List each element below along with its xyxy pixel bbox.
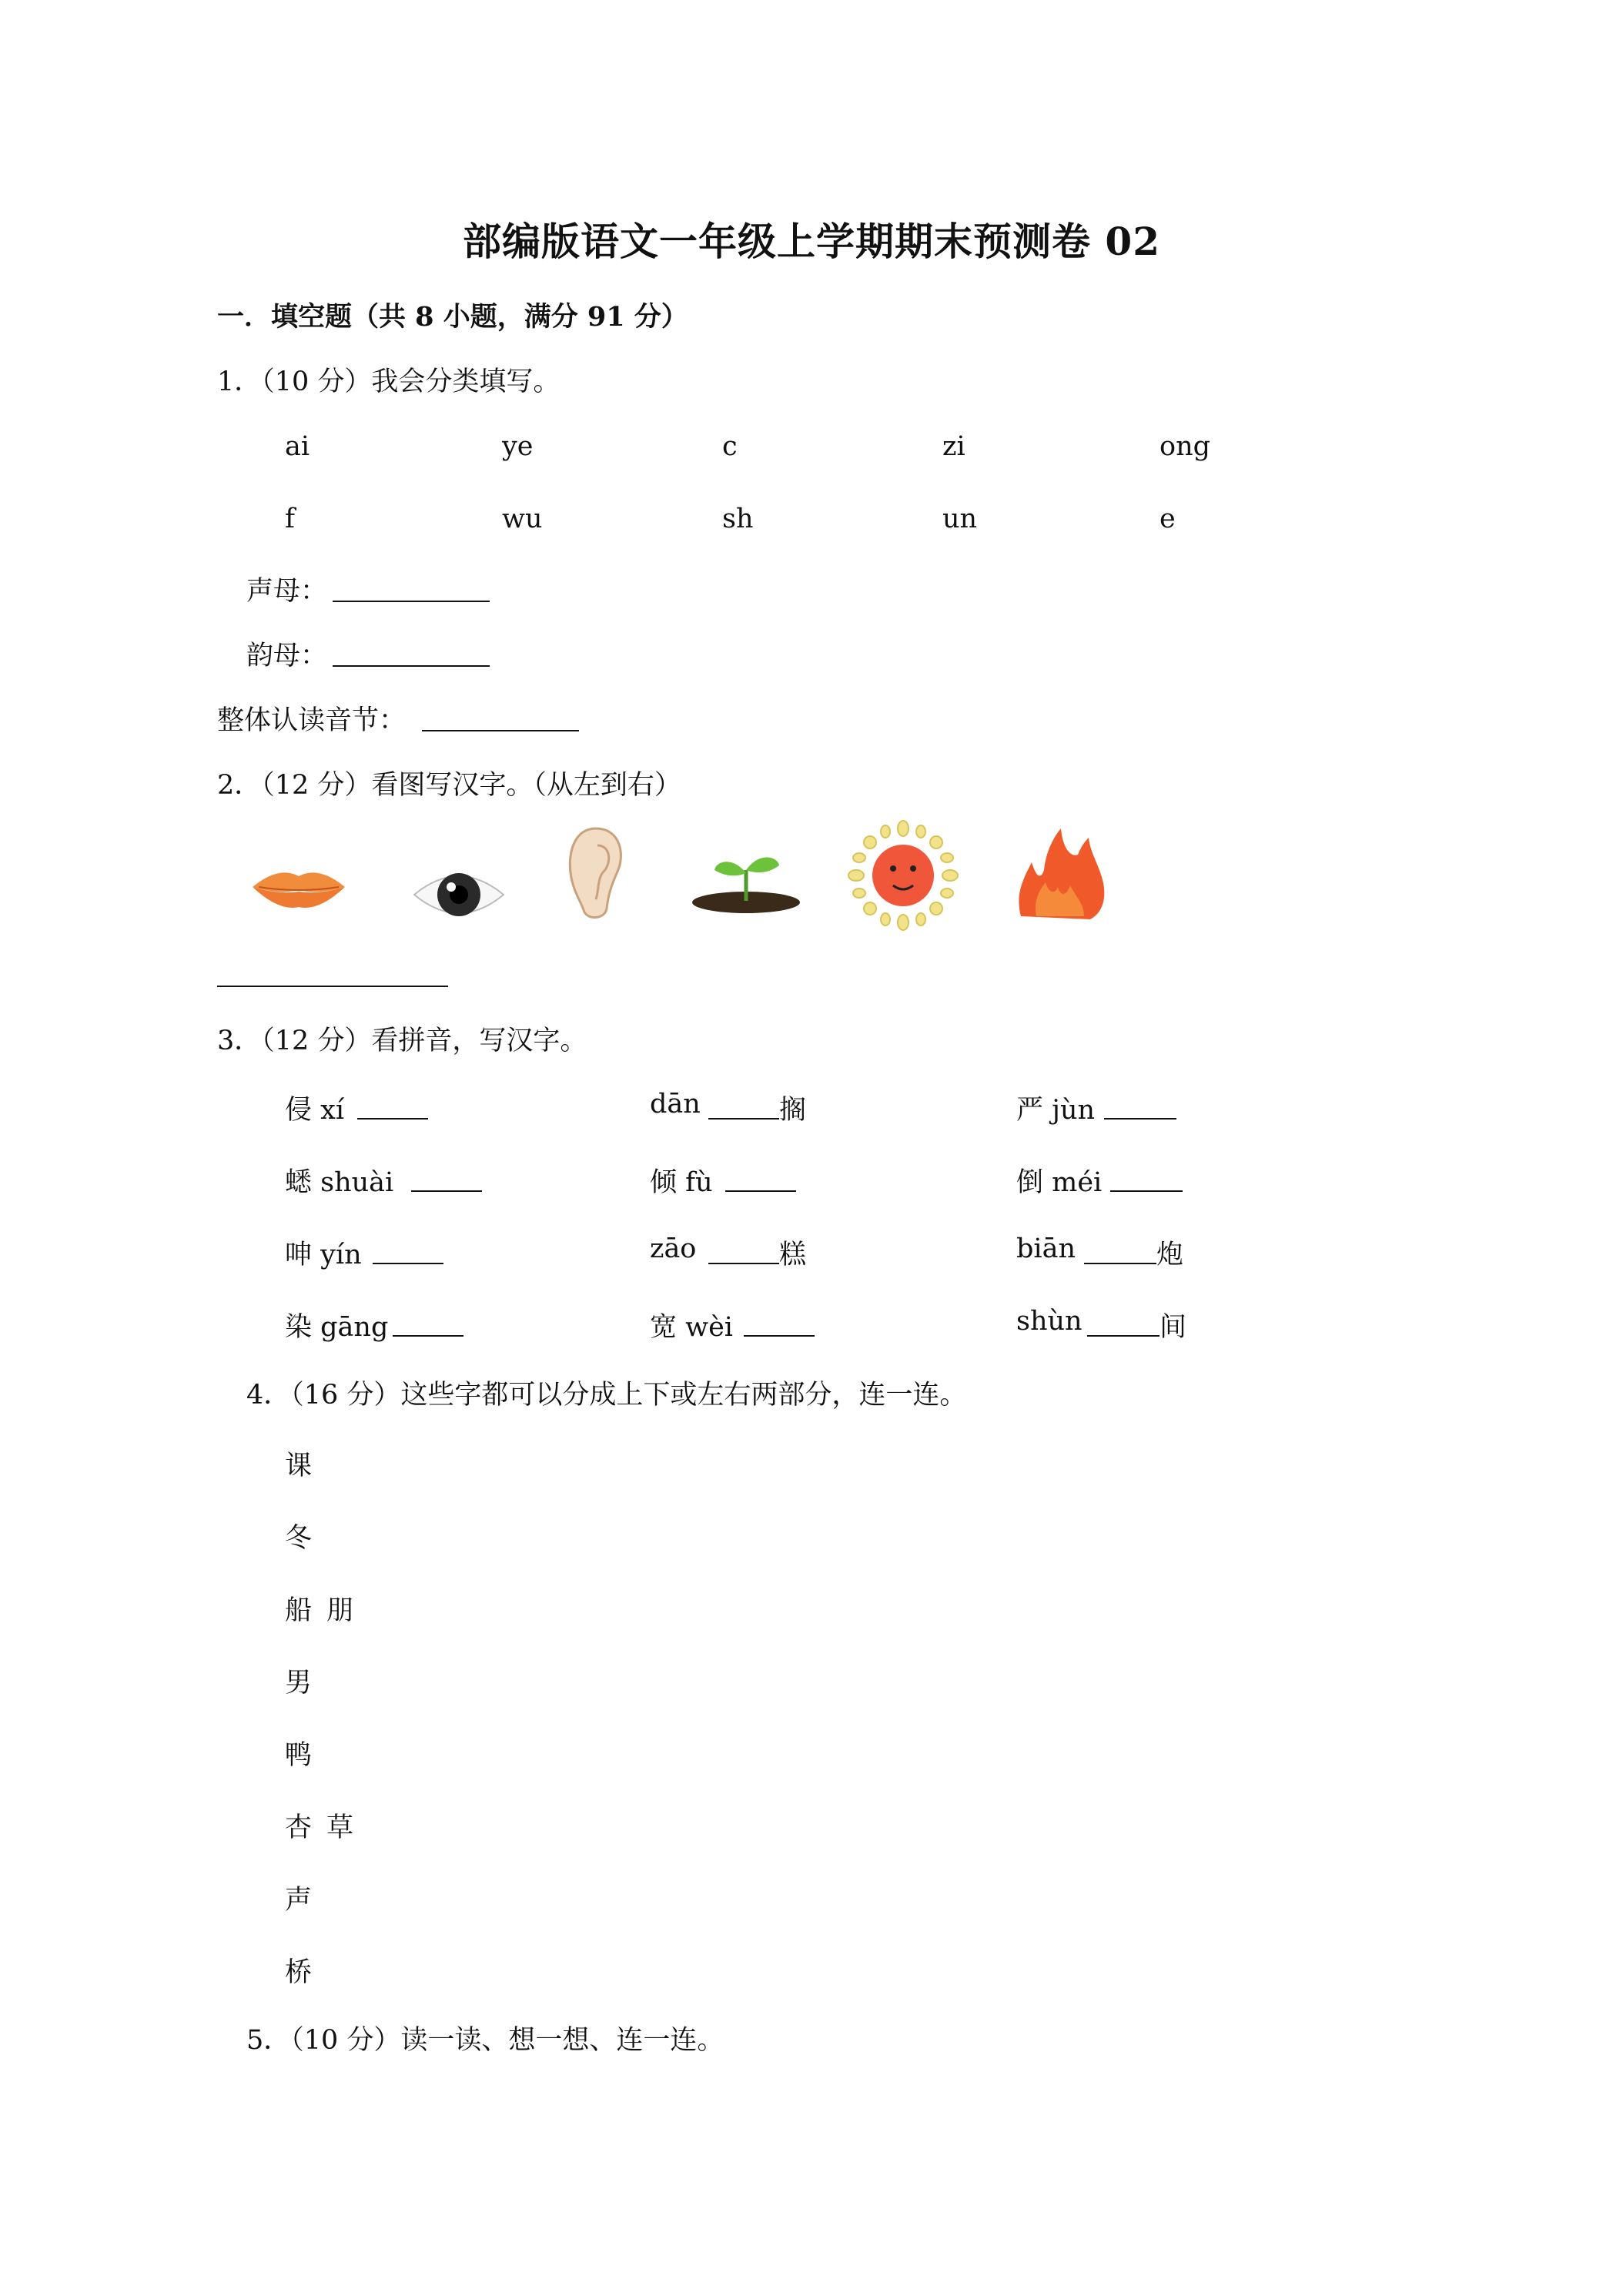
- q1-item: ye: [502, 431, 534, 462]
- q1-item: zi: [942, 431, 965, 462]
- q1-item: e: [1160, 504, 1176, 534]
- q4-char[interactable]: 杏: [285, 1812, 313, 1843]
- q2-answer-blank[interactable]: [217, 986, 448, 987]
- lips-icon: [248, 856, 350, 918]
- q3-item-label: 宽 wèi: [650, 1312, 733, 1343]
- q3-blank[interactable]: [411, 1190, 482, 1192]
- q1-item: ai: [285, 431, 310, 462]
- q3-item-label: zāo: [650, 1233, 697, 1264]
- q3-blank[interactable]: [1084, 1263, 1156, 1264]
- q3-item-label: 严 jùn: [1016, 1095, 1096, 1126]
- q3-blank[interactable]: [1110, 1190, 1183, 1192]
- q1-item: sh: [722, 504, 754, 534]
- q3-item-label: 侵 xí: [285, 1095, 345, 1126]
- q3-item-label: biān: [1016, 1233, 1076, 1264]
- q4-char[interactable]: 鸭: [285, 1740, 313, 1771]
- q3-item-label: 倒 méi: [1016, 1167, 1103, 1198]
- q4-char[interactable]: 桥: [285, 1957, 313, 1988]
- sun-icon: [847, 819, 959, 932]
- q3-blank[interactable]: [744, 1335, 815, 1337]
- q3-item-suffix: 炮: [1156, 1240, 1184, 1270]
- q4-char[interactable]: 声: [285, 1885, 313, 1916]
- eye-icon: [411, 862, 507, 927]
- q3-item-label: 染 gāng: [285, 1312, 389, 1343]
- q1-item: un: [942, 504, 978, 534]
- q1-zhengti-blank[interactable]: [422, 730, 579, 731]
- q4-char[interactable]: 船: [285, 1595, 313, 1626]
- q3-blank[interactable]: [1087, 1335, 1160, 1337]
- q4-char[interactable]: 男: [285, 1668, 313, 1699]
- q1-item: c: [722, 431, 738, 462]
- q1-item: f: [285, 504, 295, 534]
- question-1-prompt: 1．（10 分）我会分类填写。: [217, 366, 561, 397]
- q1-item: ong: [1160, 431, 1211, 462]
- q1-shengmu-blank[interactable]: [333, 601, 490, 602]
- q3-item-label: 呻 yín: [285, 1240, 362, 1270]
- q3-blank[interactable]: [725, 1190, 796, 1192]
- q4-char[interactable]: 冬: [285, 1523, 313, 1554]
- q4-char-right[interactable]: 朋: [326, 1595, 354, 1626]
- q3-blank[interactable]: [708, 1118, 779, 1120]
- q4-char-right[interactable]: 草: [326, 1812, 354, 1843]
- q1-yunmu-label: 韵母：: [246, 641, 328, 671]
- q3-blank[interactable]: [393, 1335, 463, 1337]
- q3-blank[interactable]: [1104, 1118, 1176, 1120]
- sprout-icon: [688, 835, 804, 919]
- question-5-prompt: 5．（10 分）读一读、想一想、连一连。: [246, 2025, 724, 2056]
- q3-item-label: 蟋 shuài: [285, 1167, 394, 1198]
- q3-item-label: 倾 fù: [650, 1167, 713, 1198]
- q3-item-label: shùn: [1016, 1306, 1083, 1337]
- q3-item-label: dān: [650, 1089, 701, 1120]
- q3-blank[interactable]: [373, 1263, 443, 1264]
- question-3-prompt: 3．（12 分）看拼音，写汉字。: [217, 1026, 587, 1056]
- section-header: 一．填空题（共 8 小题，满分 91 分）: [217, 301, 688, 333]
- question-4-prompt: 4．（16 分）这些字都可以分成上下或左右两部分，连一连。: [246, 1380, 967, 1411]
- q3-blank[interactable]: [357, 1118, 428, 1120]
- q1-zhengti-label: 整体认读音节：: [217, 705, 407, 736]
- q3-blank[interactable]: [708, 1263, 779, 1264]
- ear-icon: [564, 824, 628, 924]
- fire-icon: [1013, 824, 1110, 924]
- question-2-prompt: 2．（12 分）看图写汉字。（从左到右）: [217, 770, 681, 801]
- q1-shengmu-label: 声母：: [246, 576, 328, 607]
- q3-item-suffix: 间: [1160, 1312, 1187, 1343]
- page-title: 部编版语文一年级上学期期末预测卷 02: [463, 219, 1160, 264]
- q1-yunmu-blank[interactable]: [333, 665, 490, 667]
- q3-item-suffix: 糕: [779, 1240, 807, 1270]
- q1-item: wu: [502, 504, 543, 534]
- q4-char[interactable]: 课: [285, 1451, 313, 1481]
- q3-item-suffix: 搁: [779, 1095, 807, 1126]
